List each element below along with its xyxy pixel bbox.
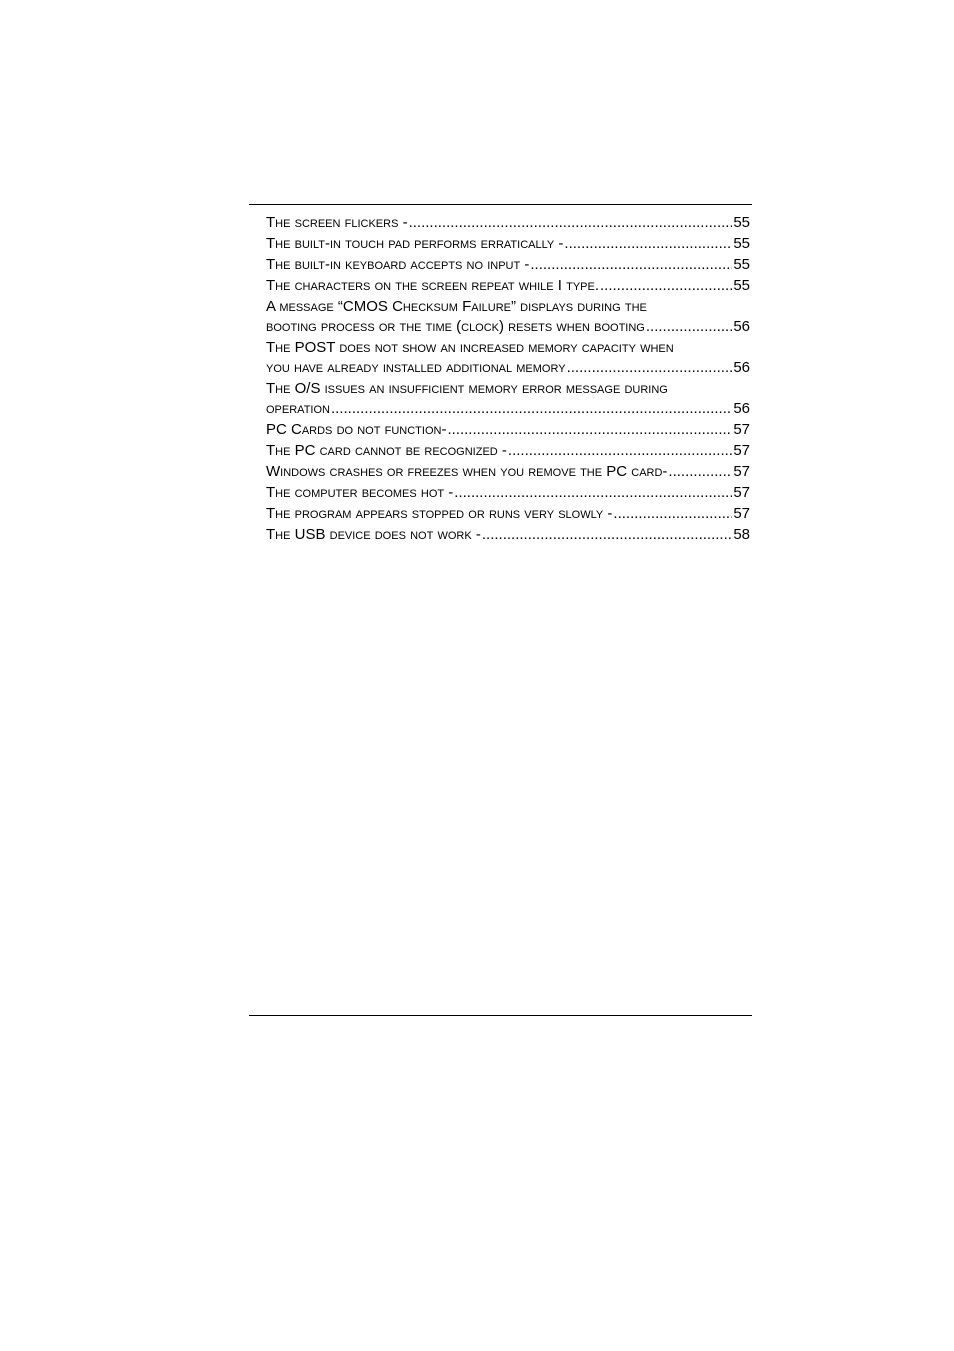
toc-entry[interactable] bbox=[266, 276, 750, 296]
toc-line bbox=[266, 399, 750, 419]
dot-leader bbox=[646, 317, 732, 337]
toc-entry[interactable] bbox=[266, 213, 750, 233]
toc-page-number: 56 bbox=[733, 359, 750, 376]
top-rule bbox=[249, 204, 752, 205]
toc-line bbox=[266, 317, 750, 337]
toc-entry-title-line1: The POST does not show an increased memory capacity when bbox=[266, 339, 674, 356]
toc-entry-title-line2: you have already installed additional memory bbox=[266, 359, 566, 376]
toc-entry-title: The USB device does not work - bbox=[266, 526, 481, 543]
toc-entry[interactable] bbox=[266, 338, 750, 378]
toc-line bbox=[266, 213, 750, 233]
toc-line bbox=[266, 234, 750, 254]
toc-entry[interactable] bbox=[266, 525, 750, 545]
dot-leader bbox=[409, 213, 733, 233]
dot-leader bbox=[600, 276, 732, 296]
toc-entry[interactable] bbox=[266, 234, 750, 254]
dot-leader bbox=[668, 462, 732, 482]
toc-entry-title: The characters on the screen repeat while I type. bbox=[266, 277, 600, 294]
toc-entry[interactable] bbox=[266, 504, 750, 524]
dot-leader bbox=[508, 441, 732, 461]
toc-entry[interactable] bbox=[266, 483, 750, 503]
toc-line bbox=[266, 276, 750, 296]
toc-entry[interactable] bbox=[266, 255, 750, 275]
toc-entry-title-line2: booting process or the time (clock) resets when booting bbox=[266, 318, 645, 335]
toc-entry[interactable] bbox=[266, 462, 750, 482]
table-of-contents bbox=[266, 213, 750, 546]
toc-entry-title-line1: A message “CMOS Checksum Failure” displays during the bbox=[266, 298, 647, 315]
toc-line bbox=[266, 441, 750, 461]
toc-page-number: 57 bbox=[733, 463, 750, 480]
toc-entry[interactable] bbox=[266, 379, 750, 419]
dot-leader bbox=[447, 420, 732, 440]
toc-page-number: 56 bbox=[733, 400, 750, 417]
toc-entry-title: The built-in keyboard accepts no input - bbox=[266, 256, 530, 273]
dot-leader bbox=[482, 525, 732, 545]
toc-line bbox=[266, 483, 750, 503]
toc-page-number: 57 bbox=[733, 421, 750, 438]
toc-page-number: 55 bbox=[733, 256, 750, 273]
toc-entry-title-line2: operation bbox=[266, 400, 330, 417]
toc-page-number: 55 bbox=[733, 277, 750, 294]
toc-entry-title: Windows crashes or freezes when you remove the PC card- bbox=[266, 463, 668, 480]
toc-entry-title: The computer becomes hot - bbox=[266, 484, 454, 501]
toc-entry-title: PC Cards do not function- bbox=[266, 421, 447, 438]
toc-entry-title: The screen flickers - bbox=[266, 214, 408, 231]
dot-leader bbox=[613, 504, 732, 524]
dot-leader bbox=[454, 483, 732, 503]
toc-line bbox=[266, 462, 750, 482]
toc-line bbox=[266, 525, 750, 545]
toc-page-number: 55 bbox=[733, 235, 750, 252]
toc-entry[interactable] bbox=[266, 297, 750, 337]
dot-leader bbox=[530, 255, 732, 275]
bottom-rule bbox=[249, 1015, 752, 1016]
toc-entry[interactable] bbox=[266, 420, 750, 440]
toc-page-number: 57 bbox=[733, 505, 750, 522]
toc-line bbox=[266, 420, 750, 440]
toc-entry-title: The program appears stopped or runs very slowly - bbox=[266, 505, 613, 522]
toc-line bbox=[266, 504, 750, 524]
toc-entry-title: The built-in touch pad performs erratically - bbox=[266, 235, 564, 252]
dot-leader bbox=[564, 234, 732, 254]
toc-entry-title-line1: The O/S issues an insufficient memory error message during bbox=[266, 380, 668, 397]
dot-leader bbox=[331, 399, 732, 419]
toc-entry[interactable] bbox=[266, 441, 750, 461]
toc-entry-title: The PC card cannot be recognized - bbox=[266, 442, 507, 459]
dot-leader bbox=[567, 358, 733, 378]
toc-line bbox=[266, 358, 750, 378]
toc-page-number: 57 bbox=[733, 442, 750, 459]
toc-page-number: 58 bbox=[733, 526, 750, 543]
toc-page-number: 57 bbox=[733, 484, 750, 501]
toc-page-number: 56 bbox=[733, 318, 750, 335]
toc-line bbox=[266, 255, 750, 275]
toc-page-number: 55 bbox=[733, 214, 750, 231]
